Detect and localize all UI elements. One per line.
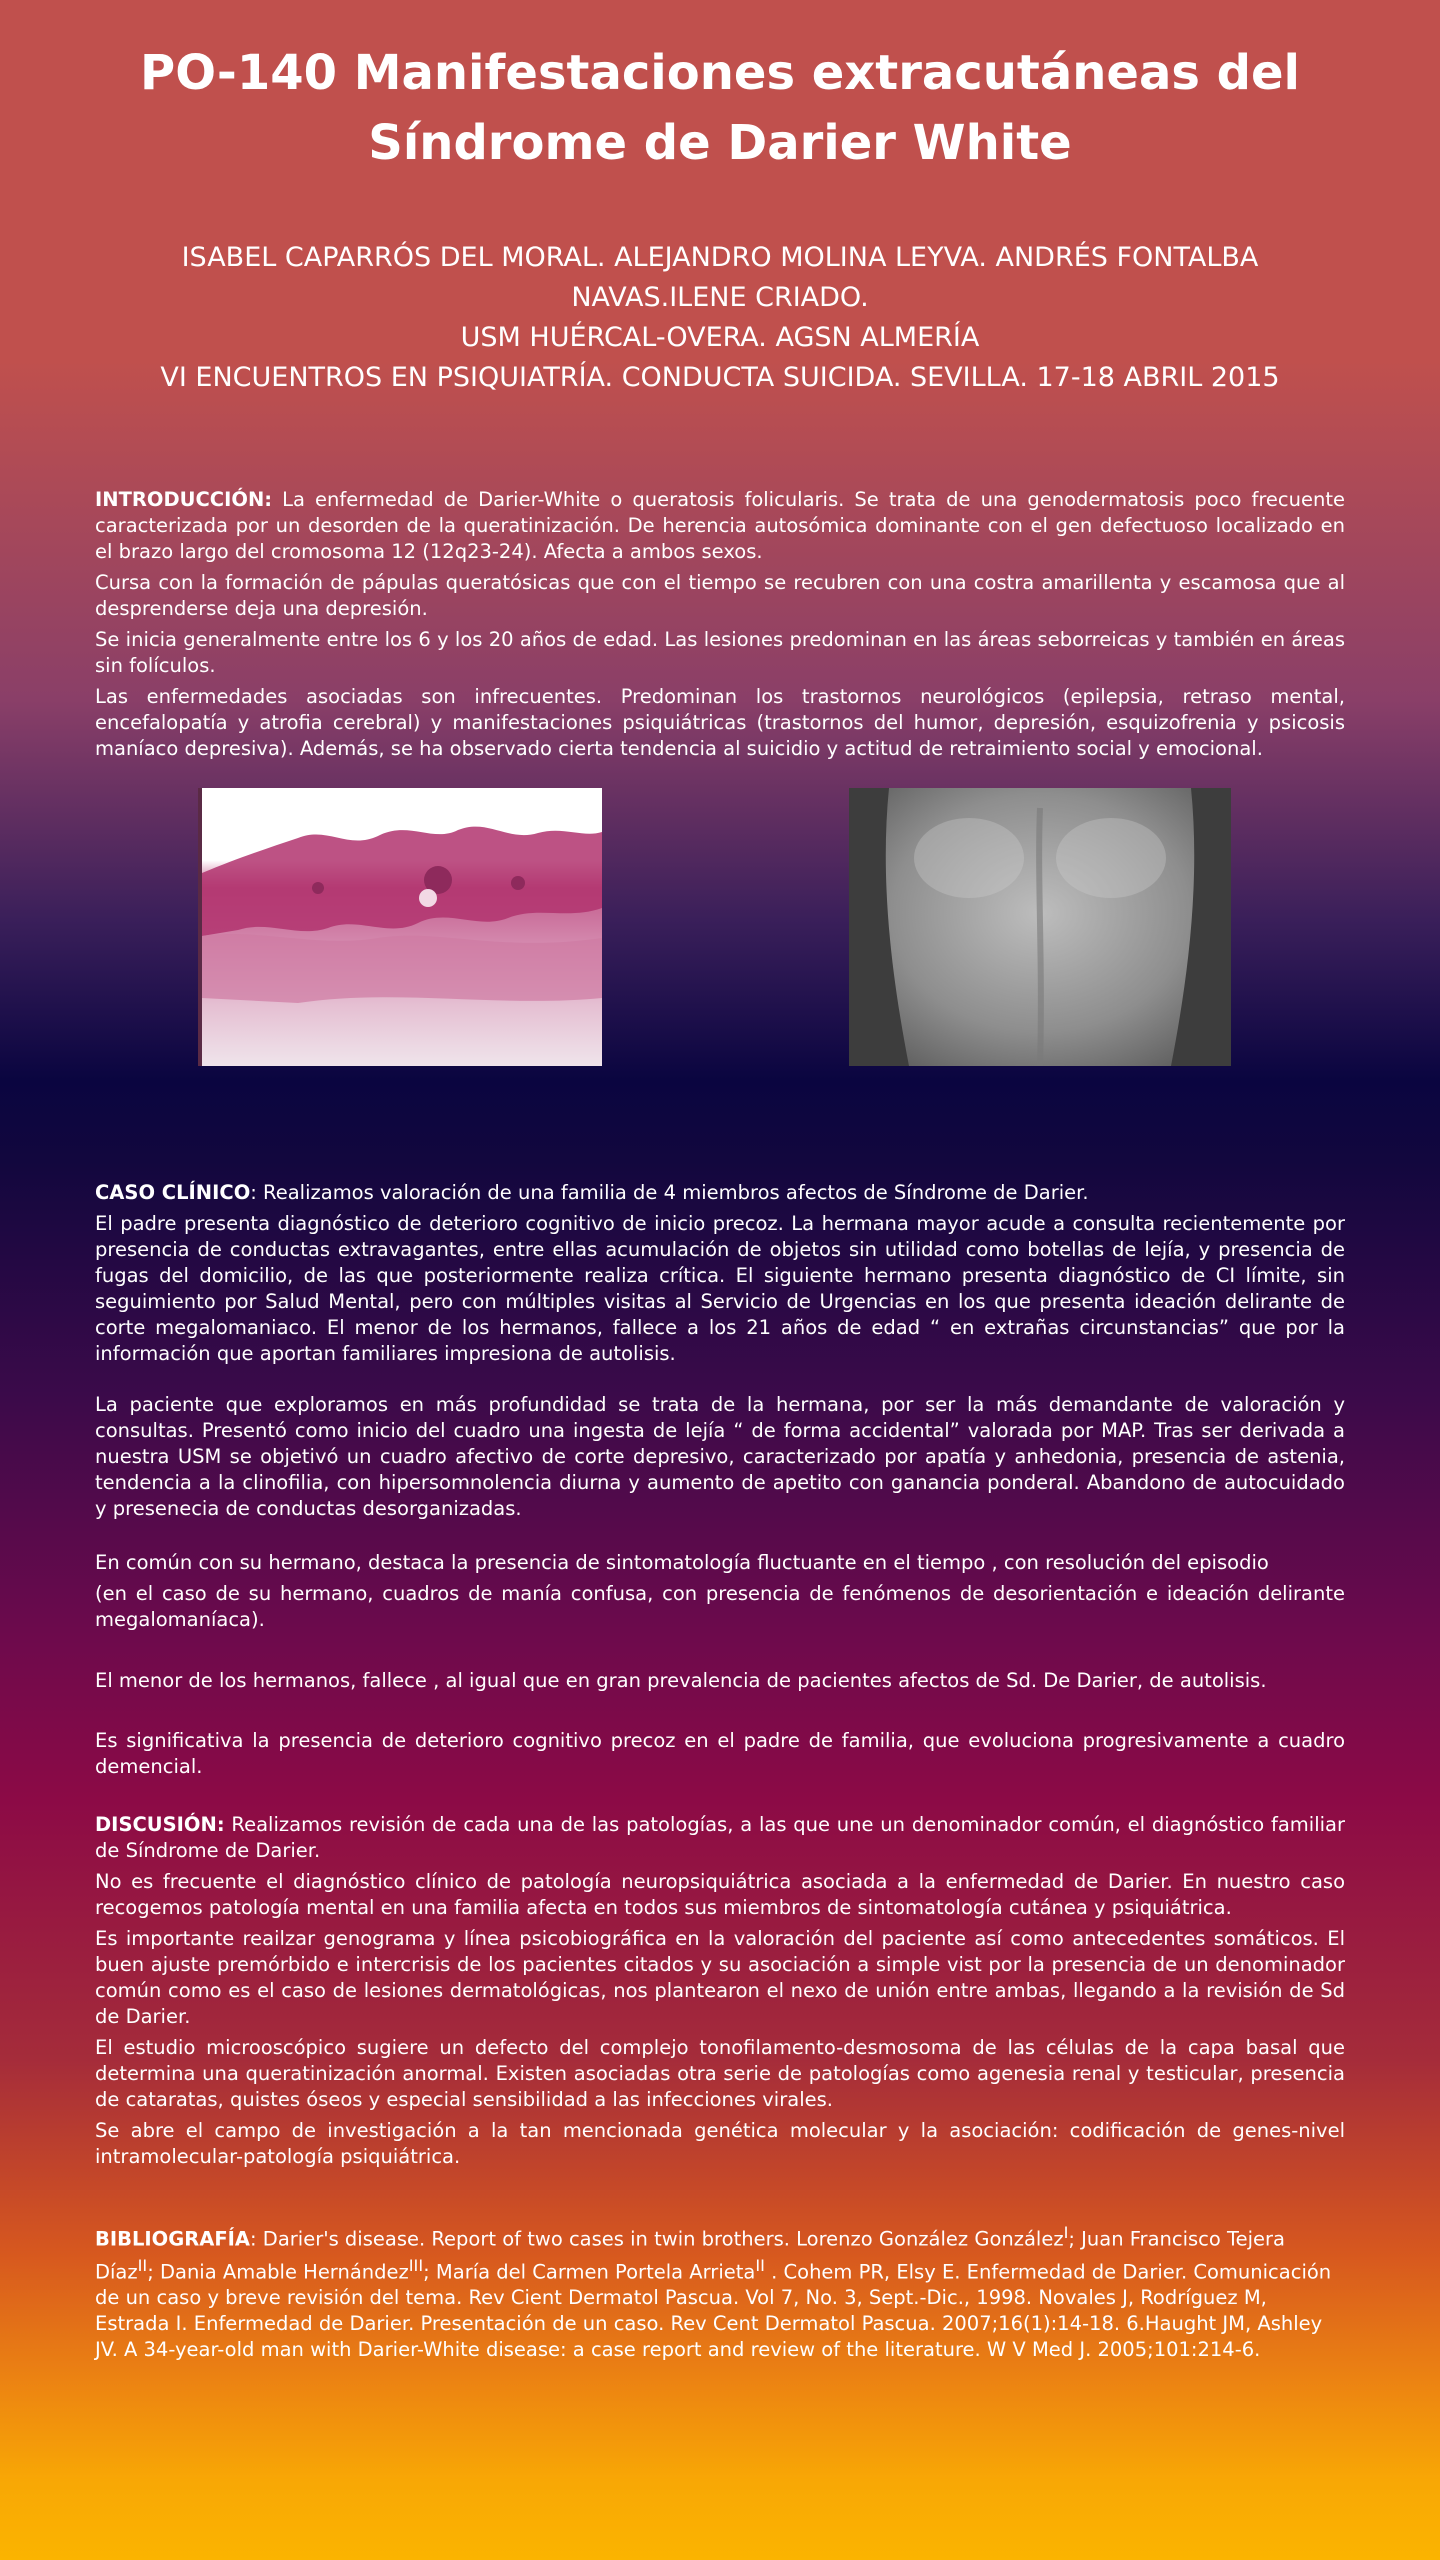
authors-line-4: VI ENCUENTROS EN PSIQUIATRÍA. CONDUCTA SUICIDA. SEVILLA. 17-18 ABRIL 2015	[160, 362, 1280, 393]
bibliografia-section	[95, 2220, 1345, 2368]
discusion-heading: DISCUSIÓN:	[95, 1813, 225, 1836]
caso-p5: (en el caso de su hermano, cuadros de manía confusa, con presencia de fenómenos de desorientación e ideación delirante megalomaníaca).	[95, 1582, 1345, 1631]
patient-back-image	[849, 788, 1231, 1066]
authors-line-3: USM HUÉRCAL-OVERA. AGSN ALMERÍA	[460, 322, 980, 353]
bib-text-3: ; Dania Amable Hernández	[147, 2260, 409, 2283]
caso-padre-block	[95, 1728, 1345, 1785]
introduccion-text-1: La enfermedad de Darier-White o queratosis folicularis. Se trata de una genodermatosis poco frecuente caracterizada por un desorden de la queratinización. De herencia autosómica dominante con el gen defectuoso localizado en el brazo largo del cromosoma 12 (12q23-24). Afecta a ambos sexos.	[95, 488, 1345, 563]
introduccion-p3: Se inicia generalmente entre los 6 y los 20 años de edad. Las lesiones predominan en las áreas seborreicas y también en áreas sin folículos.	[95, 628, 1345, 677]
bib-sup-1: I	[1063, 2223, 1069, 2242]
bib-text-2: ; Juan Francisco Tejera Díaz	[95, 2227, 1286, 2283]
discusion-p3: Es importante reailzar genograma y línea psicobiográfica en la valoración del paciente así como antecedentes somáticos. El buen ajuste premórbido e intercrisis de los pacientes citados y su asociación a simple vist por la presencia de un denominador común como es el caso de lesiones dermatológicas, nos plantearon el nexo de unión entre ambas, llegando a la revisión de Sd de Darier.	[95, 1927, 1345, 2028]
introduccion-section	[95, 487, 1345, 767]
caso-paciente-block	[95, 1392, 1345, 1527]
authors-line-2: NAVAS.ILENE CRIADO.	[571, 282, 869, 313]
title-line-1: PO-140 Manifestaciones extracutáneas del	[140, 45, 1300, 101]
caso-comun-block	[95, 1550, 1345, 1638]
introduccion-p1	[95, 487, 1345, 565]
caso-p1	[95, 1180, 1345, 1206]
poster-title	[120, 38, 1320, 178]
caso-p4: En común con su hermano, destaca la presencia de sintomatología fluctuante en el tiempo , con resolución del episodio	[95, 1551, 1269, 1574]
title-line-2: Síndrome de Darier White	[368, 115, 1072, 171]
bib-sup-3: III	[408, 2255, 424, 2275]
bib-text-5: . Cohem PR, Elsy E. Enfermedad de Darier. Comunicación de un caso y breve revisión del tema. Rev Cient Dermatol Pascua. Vol 7, No. 3, Sept.-Dic., 1998. Novales J, Rodríguez M, Estrada I. Enfermedad de Darier. Presentación de un caso. Rev Cent Dermatol Pascua. 2007;16(1):14-18. 6.Haught JM, Ashley JV. A 34-year-old man with Darier-White disease: a case report and review of the literature. W V Med J. 2005;101:214-6.	[95, 2260, 1332, 2361]
bib-text-4: ; María del Carmen Portela Arrieta	[423, 2260, 756, 2283]
caso-p7: Es significativa la presencia de deterioro cognitivo precoz en el padre de familia, que evoluciona progresivamente a cuadro demencial.	[95, 1729, 1345, 1778]
bibliografia-text	[95, 2220, 1345, 2363]
caso-menor-block	[95, 1668, 1345, 1699]
histology-image-drawing	[198, 788, 602, 1066]
introduccion-p4: Las enfermedades asociadas son infrecuentes. Predominan los trastornos neurológicos (epilepsia, retraso mental, encefalopatía y atrofia cerebral) y manifestaciones psiquiátricas (trastornos del humor, depresión, esquizofrenia y psicosis maníaco depresiva). Además, se ha observado cierta tendencia al suicidio y actitud de retraimiento social y emocional.	[95, 685, 1345, 760]
discusion-text-1: Realizamos revisión de cada una de las patologías, a las que une un denominador común, el diagnóstico familiar de Síndrome de Darier.	[95, 1813, 1345, 1862]
authors-line-1: ISABEL CAPARRÓS DEL MORAL. ALEJANDRO MOLINA LEYVA. ANDRÉS FONTALBA	[181, 242, 1259, 273]
patient-back-image-drawing	[849, 788, 1231, 1066]
caso-heading: CASO CLÍNICO	[95, 1181, 251, 1204]
bib-sup-4: II	[755, 2255, 765, 2275]
caso-clinico-section	[95, 1180, 1345, 1372]
bib-text-1: : Darier's disease. Report of two cases in twin brothers. Lorenzo González González	[250, 2227, 1064, 2251]
bibliografia-heading: BIBLIOGRAFÍA	[95, 2227, 251, 2251]
caso-text-1: : Realizamos valoración de una familia de 4 miembros afectos de Síndrome de Darier.	[250, 1181, 1089, 1204]
introduccion-p2: Cursa con la formación de pápulas queratósicas que con el tiempo se recubren con una costra amarillenta y escamosa que al desprenderse deja una depresión.	[95, 571, 1345, 620]
discusion-p1	[95, 1812, 1345, 1864]
discusion-p2: No es frecuente el diagnóstico clínico de patología neuropsiquiátrica asociada a la enfermedad de Darier. En nuestro caso recogemos patología mental en una familia afecta en todos sus miembros de sintomatología cutánea y psiquiátrica.	[95, 1870, 1345, 1919]
discusion-p4: El estudio microoscópico sugiere un defecto del complejo tonofilamento-desmosoma de las células de la capa basal que determina una queratinización anormal. Existen asociadas otra serie de patologías como agenesia renal y testicular, presencia de cataratas, quistes óseos y especial sensibilidad a las infecciones virales.	[95, 2036, 1345, 2111]
histology-image	[198, 788, 602, 1066]
caso-p6: El menor de los hermanos, fallece , al igual que en gran prevalencia de pacientes afectos de Sd. De Darier, de autolisis.	[95, 1669, 1267, 1692]
discusion-section	[95, 1812, 1345, 2175]
caso-p3: La paciente que exploramos en más profundidad se trata de la hermana, por ser la más demandante de valoración y consultas. Presentó como inicio del cuadro una ingesta de lejía “ de forma accidental” valorada por MAP. Tras ser derivada a nuestra USM se objetivó un cuadro afectivo de corte depresivo, caracterizado por apatía y anhedonia, presencia de astenia, tendencia a la clinofilia, con hipersomnolencia diurna y aumento de apetito con ganancia ponderal. Abandono de autocuidado y presenecia de conductas desorganizadas.	[95, 1393, 1345, 1520]
authors-block	[120, 238, 1320, 398]
discusion-p5: Se abre el campo de investigación a la tan mencionada genética molecular y la asociación: codificación de genes-nivel intramolecular-patología psiquiátrica.	[95, 2119, 1345, 2168]
bib-sup-2: II	[137, 2255, 148, 2275]
introduccion-heading: INTRODUCCIÓN:	[95, 488, 273, 511]
caso-p2: El padre presenta diagnóstico de deterioro cognitivo de inicio precoz. La hermana mayor acude a consulta recientemente por presencia de conductas extravagantes, entre ellas acumulación de objetos sin utilidad como botellas de lejía, y presencia de fugas del domicilio, de las que posteriormente realiza crítica. El siguiente hermano presenta diagnóstico de CI límite, sin seguimiento por Salud Mental, pero con múltiples visitas al Servicio de Urgencias en los que presenta ideación delirante de corte megalomaniaco. El menor de los hermanos, fallece a los 21 años de edad “ en extrañas circunstancias” que por la información que aportan familiares impresiona de autolisis.	[95, 1212, 1345, 1365]
